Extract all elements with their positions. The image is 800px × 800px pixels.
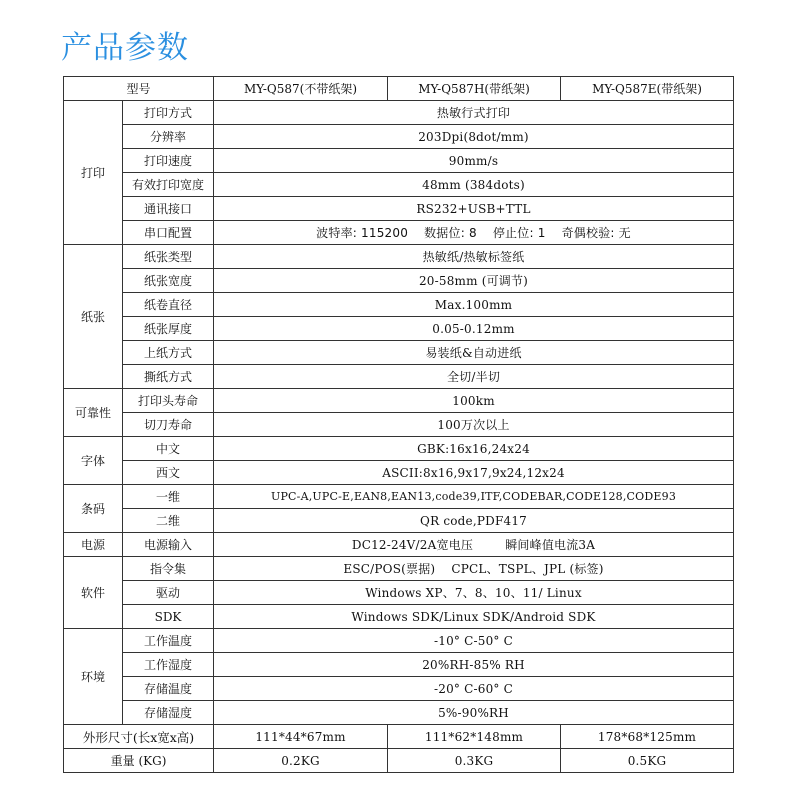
weight-value: 0.5KG: [561, 749, 734, 773]
row-label: 撕纸方式: [123, 365, 214, 389]
row-label: 上纸方式: [123, 341, 214, 365]
row-label: 有效打印宽度: [123, 173, 214, 197]
row-value: ASCII:8x16,9x17,9x24,12x24: [214, 461, 734, 485]
row-label: 纸卷直径: [123, 293, 214, 317]
row-label: 通讯接口: [123, 197, 214, 221]
table-row: [64, 653, 734, 677]
table-row: [64, 245, 734, 269]
spec-table: [63, 76, 734, 773]
table-row: [64, 557, 734, 581]
category-paper: 纸张: [64, 245, 123, 389]
table-row: [64, 725, 734, 749]
row-label: 打印速度: [123, 149, 214, 173]
row-label: 纸张宽度: [123, 269, 214, 293]
row-value: 20%RH-85% RH: [214, 653, 734, 677]
table-row: [64, 485, 734, 509]
row-label: 一维: [123, 485, 214, 509]
row-value: RS232+USB+TTL: [214, 197, 734, 221]
row-value: 5%-90%RH: [214, 701, 734, 725]
table-row: [64, 365, 734, 389]
row-label: 西文: [123, 461, 214, 485]
table-row: [64, 509, 734, 533]
table-row: [64, 461, 734, 485]
row-label: 纸张厚度: [123, 317, 214, 341]
category-print: 打印: [64, 101, 123, 245]
row-value: 20-58mm (可调节): [214, 269, 734, 293]
row-label: 驱动: [123, 581, 214, 605]
table-row: [64, 269, 734, 293]
row-label: 打印方式: [123, 101, 214, 125]
table-row: [64, 605, 734, 629]
dimension-value: 178*68*125mm: [561, 725, 734, 749]
row-value: 易装纸&自动进纸: [214, 341, 734, 365]
table-row: [64, 149, 734, 173]
table-row: [64, 749, 734, 773]
weight-value: 0.2KG: [214, 749, 388, 773]
model-header-label: 型号: [64, 77, 214, 101]
category-font: 字体: [64, 437, 123, 485]
weight-label: 重量 (KG): [64, 749, 214, 773]
table-row: [64, 629, 734, 653]
table-row: [64, 701, 734, 725]
row-value: -20° C-60° C: [214, 677, 734, 701]
row-value: -10° C-50° C: [214, 629, 734, 653]
row-value: Max.100mm: [214, 293, 734, 317]
row-label: 纸张类型: [123, 245, 214, 269]
row-value: Windows SDK/Linux SDK/Android SDK: [214, 605, 734, 629]
category-reliability: 可靠性: [64, 389, 123, 437]
row-label: 打印头寿命: [123, 389, 214, 413]
row-value: QR code,PDF417: [214, 509, 734, 533]
model-name: MY-Q587(不带纸架): [214, 77, 388, 101]
row-value: 0.05-0.12mm: [214, 317, 734, 341]
row-label: 指令集: [123, 557, 214, 581]
category-environment: 环境: [64, 629, 123, 725]
row-label: 工作温度: [123, 629, 214, 653]
row-value: ESC/POS(票据) CPCL、TSPL、JPL (标签): [214, 557, 734, 581]
row-value: Windows XP、7、8、10、11/ Linux: [214, 581, 734, 605]
row-value: 203Dpi(8dot/mm): [214, 125, 734, 149]
row-label: SDK: [123, 605, 214, 629]
table-row: [64, 101, 734, 125]
table-row: [64, 581, 734, 605]
table-row: [64, 533, 734, 557]
row-label: 存储温度: [123, 677, 214, 701]
table-row: [64, 389, 734, 413]
row-value: UPC-A,UPC-E,EAN8,EAN13,code39,ITF,CODEBAR,CODE128,CODE93: [214, 485, 734, 509]
row-value: 波特率: 115200 数据位: 8 停止位: 1 奇偶校验: 无: [214, 221, 734, 245]
header-row: [64, 77, 734, 101]
row-label: 串口配置: [123, 221, 214, 245]
row-value: 90mm/s: [214, 149, 734, 173]
row-label: 中文: [123, 437, 214, 461]
row-value: 100万次以上: [214, 413, 734, 437]
row-value: 100km: [214, 389, 734, 413]
table-row: [64, 677, 734, 701]
row-value: 48mm (384dots): [214, 173, 734, 197]
weight-value: 0.3KG: [388, 749, 561, 773]
row-value: 热敏纸/热敏标签纸: [214, 245, 734, 269]
dimension-value: 111*62*148mm: [388, 725, 561, 749]
dimension-value: 111*44*67mm: [214, 725, 388, 749]
row-label: 二维: [123, 509, 214, 533]
row-value: DC12-24V/2A宽电压 瞬间峰值电流3A: [214, 533, 734, 557]
table-row: [64, 293, 734, 317]
table-row: [64, 125, 734, 149]
row-label: 电源输入: [123, 533, 214, 557]
row-label: 工作湿度: [123, 653, 214, 677]
table-row: [64, 317, 734, 341]
table-row: [64, 173, 734, 197]
table-row: [64, 437, 734, 461]
table-row: [64, 221, 734, 245]
table-row: [64, 197, 734, 221]
table-row: [64, 341, 734, 365]
row-value: GBK:16x16,24x24: [214, 437, 734, 461]
model-name: MY-Q587E(带纸架): [561, 77, 734, 101]
category-barcode: 条码: [64, 485, 123, 533]
table-row: [64, 413, 734, 437]
model-name: MY-Q587H(带纸架): [388, 77, 561, 101]
dimensions-label: 外形尺寸(长x宽x高): [64, 725, 214, 749]
row-value: 全切/半切: [214, 365, 734, 389]
row-value: 热敏行式打印: [214, 101, 734, 125]
category-power: 电源: [64, 533, 123, 557]
row-label: 切刀寿命: [123, 413, 214, 437]
category-software: 软件: [64, 557, 123, 629]
row-label: 存储湿度: [123, 701, 214, 725]
page-title: 产品参数: [61, 30, 189, 66]
row-label: 分辨率: [123, 125, 214, 149]
